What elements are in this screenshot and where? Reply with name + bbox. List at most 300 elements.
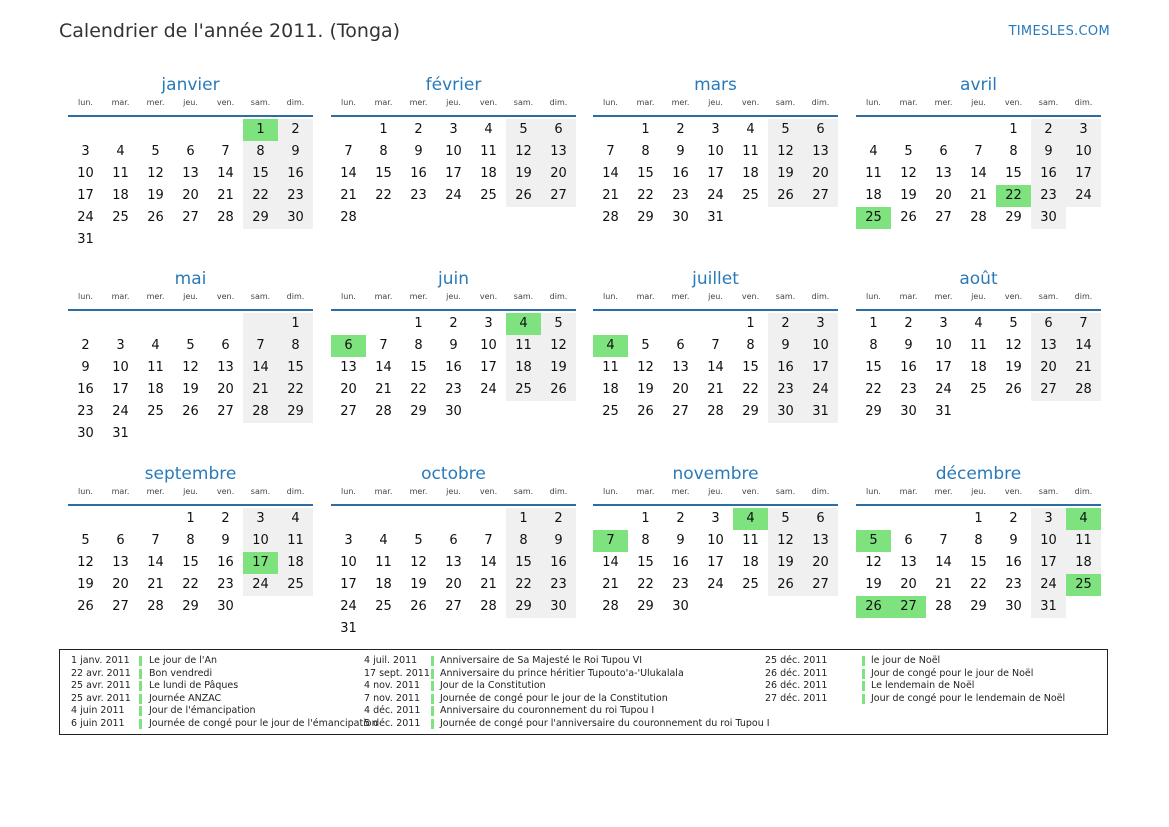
day-cell: 17 — [803, 357, 838, 379]
month-9 — [331, 463, 576, 640]
day-cell: 18 — [480, 166, 497, 181]
day-cell: 11 — [742, 533, 759, 548]
holiday-name: Le jour de l'An — [149, 655, 218, 666]
holiday-name: Anniversaire de Sa Majesté le Roi Tupou VI — [440, 655, 643, 666]
day-cell: 17 — [243, 552, 278, 574]
holiday-date: 17 sept. 2011 — [364, 667, 430, 679]
weekday-label: lun. — [603, 487, 618, 496]
day-cell: 24 — [243, 574, 278, 596]
month-name: janvier — [161, 75, 220, 95]
empty-cell — [401, 508, 436, 530]
day-cell: 13 — [182, 166, 199, 181]
day-cell: 19 — [147, 188, 164, 203]
weekday-label: mar. — [111, 98, 130, 107]
empty-cell — [331, 313, 366, 335]
empty-cell — [663, 313, 698, 335]
day-cell: 21 — [602, 188, 619, 203]
holiday-marker — [862, 656, 865, 666]
empty-cell — [103, 313, 138, 335]
holiday-name: Anniversaire du couronnement du roi Tupou I — [440, 705, 655, 717]
weekday-label: mer. — [146, 98, 165, 107]
day-cell: 15 — [506, 552, 541, 574]
holiday-marker — [431, 669, 434, 679]
day-cell: 16 — [278, 163, 313, 185]
day-cell: 21 — [375, 382, 392, 397]
month-4 — [68, 268, 313, 445]
weekday-label: ven. — [741, 292, 760, 301]
day-cell: 10 — [480, 338, 497, 353]
day-cell: 8 — [506, 530, 541, 552]
day-cell: 5 — [904, 144, 913, 159]
day-cell: 8 — [641, 533, 650, 548]
day-cell: 7 — [711, 338, 720, 353]
day-cell: 29 — [278, 401, 313, 423]
empty-cell — [138, 508, 173, 530]
empty-cell — [331, 119, 366, 141]
holiday-date: 4 juin 2011 — [71, 705, 125, 717]
holiday-marker — [139, 719, 142, 729]
day-cell: 10 — [77, 166, 94, 181]
day-cell: 22 — [637, 577, 654, 592]
empty-cell — [926, 119, 961, 141]
holiday-date: 26 déc. 2011 — [765, 667, 828, 679]
empty-cell — [891, 119, 926, 141]
weekday-label: sam. — [250, 98, 271, 107]
day-cell: 28 — [147, 599, 164, 614]
day-cell: 7 — [221, 144, 230, 159]
day-cell: 19 — [900, 188, 917, 203]
weekday-label: lun. — [78, 487, 93, 496]
empty-cell — [436, 508, 471, 530]
day-cell: 30 — [672, 210, 689, 225]
day-cell: 13 — [672, 360, 689, 375]
day-cell: 10 — [243, 530, 278, 552]
weekday-header — [593, 292, 838, 311]
holiday-date: 1 janv. 2011 — [71, 655, 130, 666]
day-cell: 31 — [803, 401, 838, 423]
day-cell: 27 — [803, 574, 838, 596]
day-cell: 21 — [340, 188, 357, 203]
day-cell: 27 — [217, 404, 234, 419]
day-cell: 13 — [445, 555, 462, 570]
day-grid — [593, 119, 838, 229]
day-cell: 9 — [676, 144, 685, 159]
day-cell: 11 — [375, 555, 392, 570]
weekday-label: jeu. — [446, 292, 461, 301]
day-cell: 22 — [243, 185, 278, 207]
day-cell: 26 — [182, 404, 199, 419]
day-cell: 8 — [641, 144, 650, 159]
weekday-label: mer. — [671, 292, 690, 301]
day-cell: 31 — [935, 404, 952, 419]
day-cell: 1 — [414, 316, 423, 331]
weekday-header — [856, 487, 1101, 506]
holiday-marker — [862, 669, 865, 679]
day-cell: 3 — [449, 122, 458, 137]
empty-cell — [208, 119, 243, 141]
day-cell: 23 — [1031, 185, 1066, 207]
day-cell: 26 — [637, 404, 654, 419]
day-cell: 30 — [768, 401, 803, 423]
empty-cell — [856, 508, 891, 530]
month-5 — [331, 268, 576, 423]
day-cell: 10 — [803, 335, 838, 357]
day-cell: 10 — [1031, 530, 1066, 552]
day-grid — [331, 119, 576, 229]
day-cell: 22 — [182, 577, 199, 592]
empty-cell — [331, 508, 366, 530]
day-cell: 24 — [445, 188, 462, 203]
month-name: juillet — [692, 269, 739, 289]
day-cell: 12 — [541, 335, 576, 357]
day-cell: 15 — [410, 360, 427, 375]
day-cell: 13 — [217, 360, 234, 375]
day-cell: 17 — [340, 577, 357, 592]
day-cell: 6 — [803, 119, 838, 141]
weekday-label: mar. — [899, 98, 918, 107]
day-cell: 30 — [77, 426, 94, 441]
day-cell: 8 — [243, 141, 278, 163]
weekday-label: lun. — [341, 98, 356, 107]
day-cell: 29 — [865, 404, 882, 419]
day-cell: 19 — [182, 382, 199, 397]
day-cell: 16 — [77, 382, 94, 397]
day-cell: 26 — [768, 574, 803, 596]
day-grid — [856, 508, 1101, 618]
day-cell: 27 — [541, 185, 576, 207]
day-cell: 25 — [147, 404, 164, 419]
day-cell: 6 — [676, 338, 685, 353]
holiday-marker — [139, 706, 142, 716]
day-cell: 9 — [414, 144, 423, 159]
day-cell: 24 — [1066, 185, 1101, 207]
holiday-legend — [59, 649, 1108, 735]
day-cell: 2 — [1031, 119, 1066, 141]
day-cell: 2 — [768, 313, 803, 335]
day-cell: 16 — [1031, 163, 1066, 185]
day-cell: 3 — [484, 316, 493, 331]
weekday-label: mer. — [671, 98, 690, 107]
day-cell: 17 — [112, 382, 129, 397]
weekday-header — [856, 292, 1101, 311]
empty-cell — [961, 119, 996, 141]
day-cell: 13 — [1031, 335, 1066, 357]
day-cell: 10 — [340, 555, 357, 570]
day-cell: 6 — [803, 508, 838, 530]
day-cell: 3 — [243, 508, 278, 530]
holiday-date: 25 avr. 2011 — [71, 680, 131, 692]
weekday-label: mar. — [374, 487, 393, 496]
day-cell: 20 — [445, 577, 462, 592]
day-cell: 21 — [147, 577, 164, 592]
day-cell: 28 — [217, 210, 234, 225]
day-cell: 5 — [1009, 316, 1018, 331]
day-cell: 16 — [672, 555, 689, 570]
day-cell: 4 — [278, 508, 313, 530]
day-cell: 19 — [637, 382, 654, 397]
empty-cell — [68, 119, 103, 141]
day-cell: 19 — [1005, 360, 1022, 375]
weekday-header — [68, 292, 313, 311]
day-cell: 2 — [676, 511, 685, 526]
day-cell: 8 — [278, 335, 313, 357]
day-cell: 4 — [379, 533, 388, 548]
day-cell: 1 — [1009, 122, 1018, 137]
day-cell: 7 — [1066, 313, 1101, 335]
weekday-label: ven. — [1004, 98, 1023, 107]
day-cell: 25 — [506, 379, 541, 401]
day-cell: 8 — [1009, 144, 1018, 159]
weekday-label: mer. — [934, 292, 953, 301]
day-cell: 12 — [768, 530, 803, 552]
day-cell: 27 — [891, 596, 926, 618]
day-cell: 13 — [900, 555, 917, 570]
day-cell: 1 — [641, 511, 650, 526]
day-cell: 29 — [243, 207, 278, 229]
day-cell: 15 — [970, 555, 987, 570]
day-cell: 15 — [243, 163, 278, 185]
day-cell: 2 — [449, 316, 458, 331]
day-cell: 12 — [768, 141, 803, 163]
weekday-label: dim. — [286, 292, 305, 301]
day-cell: 8 — [379, 144, 388, 159]
day-cell: 9 — [278, 141, 313, 163]
holiday-marker — [431, 656, 434, 666]
day-cell: 26 — [856, 596, 891, 618]
day-grid — [68, 119, 313, 251]
day-cell: 26 — [768, 185, 803, 207]
weekday-label: lun. — [341, 292, 356, 301]
weekday-label: lun. — [603, 292, 618, 301]
empty-cell — [243, 313, 278, 335]
day-cell: 10 — [1066, 141, 1101, 163]
day-cell: 2 — [414, 122, 423, 137]
empty-cell — [68, 313, 103, 335]
weekday-label: mar. — [636, 98, 655, 107]
weekday-label: ven. — [216, 292, 235, 301]
month-0 — [68, 74, 313, 251]
day-cell: 5 — [151, 144, 160, 159]
day-cell: 21 — [1066, 357, 1101, 379]
holiday-marker — [139, 694, 142, 704]
holiday-date: 6 juin 2011 — [71, 717, 125, 729]
weekday-label: sam. — [1038, 98, 1059, 107]
weekday-label: dim. — [286, 98, 305, 107]
weekday-label: ven. — [1004, 292, 1023, 301]
day-cell: 23 — [217, 577, 234, 592]
day-cell: 23 — [672, 577, 689, 592]
empty-cell — [103, 508, 138, 530]
day-cell: 15 — [182, 555, 199, 570]
weekday-label: mer. — [146, 487, 165, 496]
day-cell: 25 — [856, 207, 891, 229]
day-cell: 22 — [410, 382, 427, 397]
day-cell: 22 — [865, 382, 882, 397]
day-cell: 16 — [217, 555, 234, 570]
day-cell: 5 — [186, 338, 195, 353]
day-cell: 14 — [217, 166, 234, 181]
month-name: février — [425, 75, 482, 95]
weekday-label: jeu. — [971, 292, 986, 301]
weekday-header — [68, 98, 313, 117]
day-cell: 18 — [147, 382, 164, 397]
day-cell: 17 — [707, 555, 724, 570]
day-cell: 11 — [506, 335, 541, 357]
day-cell: 28 — [970, 210, 987, 225]
day-cell: 5 — [506, 119, 541, 141]
holiday-name: Journée de congé pour le jour de la Constitution — [440, 692, 668, 704]
day-cell: 31 — [1031, 596, 1066, 618]
weekday-label: jeu. — [446, 487, 461, 496]
day-cell: 23 — [768, 379, 803, 401]
month-name: décembre — [935, 464, 1022, 484]
day-cell: 18 — [602, 382, 619, 397]
day-cell: 18 — [278, 552, 313, 574]
day-cell: 10 — [112, 360, 129, 375]
day-cell: 28 — [707, 404, 724, 419]
weekday-label: mar. — [111, 292, 130, 301]
day-cell: 18 — [375, 577, 392, 592]
day-cell: 20 — [541, 163, 576, 185]
day-cell: 21 — [480, 577, 497, 592]
day-cell: 25 — [602, 404, 619, 419]
weekday-label: ven. — [1004, 487, 1023, 496]
day-cell: 11 — [1066, 530, 1101, 552]
empty-cell — [593, 508, 628, 530]
day-cell: 13 — [340, 360, 357, 375]
empty-cell — [103, 119, 138, 141]
day-cell: 27 — [445, 599, 462, 614]
day-cell: 31 — [77, 232, 94, 247]
day-cell: 29 — [742, 404, 759, 419]
weekday-label: sam. — [1038, 292, 1059, 301]
day-cell: 21 — [935, 577, 952, 592]
day-cell: 7 — [344, 144, 353, 159]
day-cell: 9 — [541, 530, 576, 552]
day-cell: 9 — [81, 360, 90, 375]
day-cell: 12 — [900, 166, 917, 181]
day-cell: 2 — [676, 122, 685, 137]
day-cell: 19 — [506, 163, 541, 185]
day-grid — [856, 119, 1101, 229]
day-cell: 9 — [904, 338, 913, 353]
weekday-label: ven. — [479, 487, 498, 496]
day-cell: 18 — [742, 555, 759, 570]
day-cell: 22 — [375, 188, 392, 203]
holiday-name: Le lundi de Pâques — [149, 680, 239, 692]
day-cell: 31 — [707, 210, 724, 225]
weekday-label: jeu. — [971, 98, 986, 107]
day-cell: 18 — [742, 166, 759, 181]
day-cell: 30 — [217, 599, 234, 614]
day-cell: 3 — [939, 316, 948, 331]
weekday-label: sam. — [250, 292, 271, 301]
day-cell: 7 — [974, 144, 983, 159]
weekday-header — [331, 292, 576, 311]
holiday-date: 25 déc. 2011 — [765, 655, 828, 666]
day-cell: 25 — [1066, 574, 1101, 596]
day-cell: 30 — [445, 404, 462, 419]
day-cell: 24 — [480, 382, 497, 397]
holiday-marker — [431, 706, 434, 716]
day-cell: 6 — [186, 144, 195, 159]
day-cell: 19 — [865, 577, 882, 592]
day-cell: 25 — [970, 382, 987, 397]
day-cell: 26 — [541, 379, 576, 401]
empty-cell — [471, 508, 506, 530]
day-cell: 8 — [974, 533, 983, 548]
day-cell: 27 — [1031, 379, 1066, 401]
day-cell: 30 — [541, 596, 576, 618]
weekday-label: sam. — [513, 292, 534, 301]
day-cell: 2 — [81, 338, 90, 353]
day-cell: 18 — [506, 357, 541, 379]
day-cell: 5 — [768, 119, 803, 141]
day-cell: 28 — [243, 401, 278, 423]
day-cell: 28 — [480, 599, 497, 614]
day-cell: 13 — [935, 166, 952, 181]
day-cell: 11 — [480, 144, 497, 159]
day-cell: 2 — [1009, 511, 1018, 526]
day-cell: 1 — [506, 508, 541, 530]
day-cell: 1 — [379, 122, 388, 137]
holiday-name: Bon vendredi — [149, 667, 213, 679]
day-cell: 14 — [602, 166, 619, 181]
day-cell: 4 — [974, 316, 983, 331]
day-cell: 12 — [410, 555, 427, 570]
weekday-label: mer. — [671, 487, 690, 496]
weekday-label: jeu. — [708, 487, 723, 496]
day-grid — [331, 313, 576, 423]
day-cell: 13 — [541, 141, 576, 163]
month-name: août — [959, 269, 998, 289]
day-cell: 6 — [939, 144, 948, 159]
day-cell: 17 — [1066, 163, 1101, 185]
day-cell: 20 — [803, 163, 838, 185]
day-cell: 23 — [900, 382, 917, 397]
brand-link[interactable]: TIMESLES.COM — [1008, 24, 1110, 39]
holiday-marker — [431, 694, 434, 704]
day-cell: 3 — [1031, 508, 1066, 530]
weekday-label: ven. — [741, 98, 760, 107]
day-cell: 4 — [593, 335, 628, 357]
day-cell: 22 — [506, 574, 541, 596]
weekday-label: mar. — [636, 292, 655, 301]
day-cell: 26 — [147, 210, 164, 225]
day-cell: 1 — [974, 511, 983, 526]
day-cell: 29 — [410, 404, 427, 419]
day-cell: 28 — [375, 404, 392, 419]
empty-cell — [138, 313, 173, 335]
day-cell: 7 — [606, 144, 615, 159]
holiday-marker — [862, 694, 865, 704]
day-cell: 24 — [707, 577, 724, 592]
day-cell: 18 — [112, 188, 129, 203]
day-cell: 26 — [410, 599, 427, 614]
day-cell: 2 — [221, 511, 230, 526]
day-cell: 8 — [186, 533, 195, 548]
day-cell: 6 — [449, 533, 458, 548]
day-cell: 4 — [484, 122, 493, 137]
holiday-marker — [139, 681, 142, 691]
day-cell: 19 — [77, 577, 94, 592]
day-cell: 22 — [637, 188, 654, 203]
day-cell: 6 — [116, 533, 125, 548]
day-cell: 21 — [243, 379, 278, 401]
weekday-label: mar. — [374, 98, 393, 107]
day-cell: 10 — [707, 144, 724, 159]
day-cell: 20 — [672, 382, 689, 397]
